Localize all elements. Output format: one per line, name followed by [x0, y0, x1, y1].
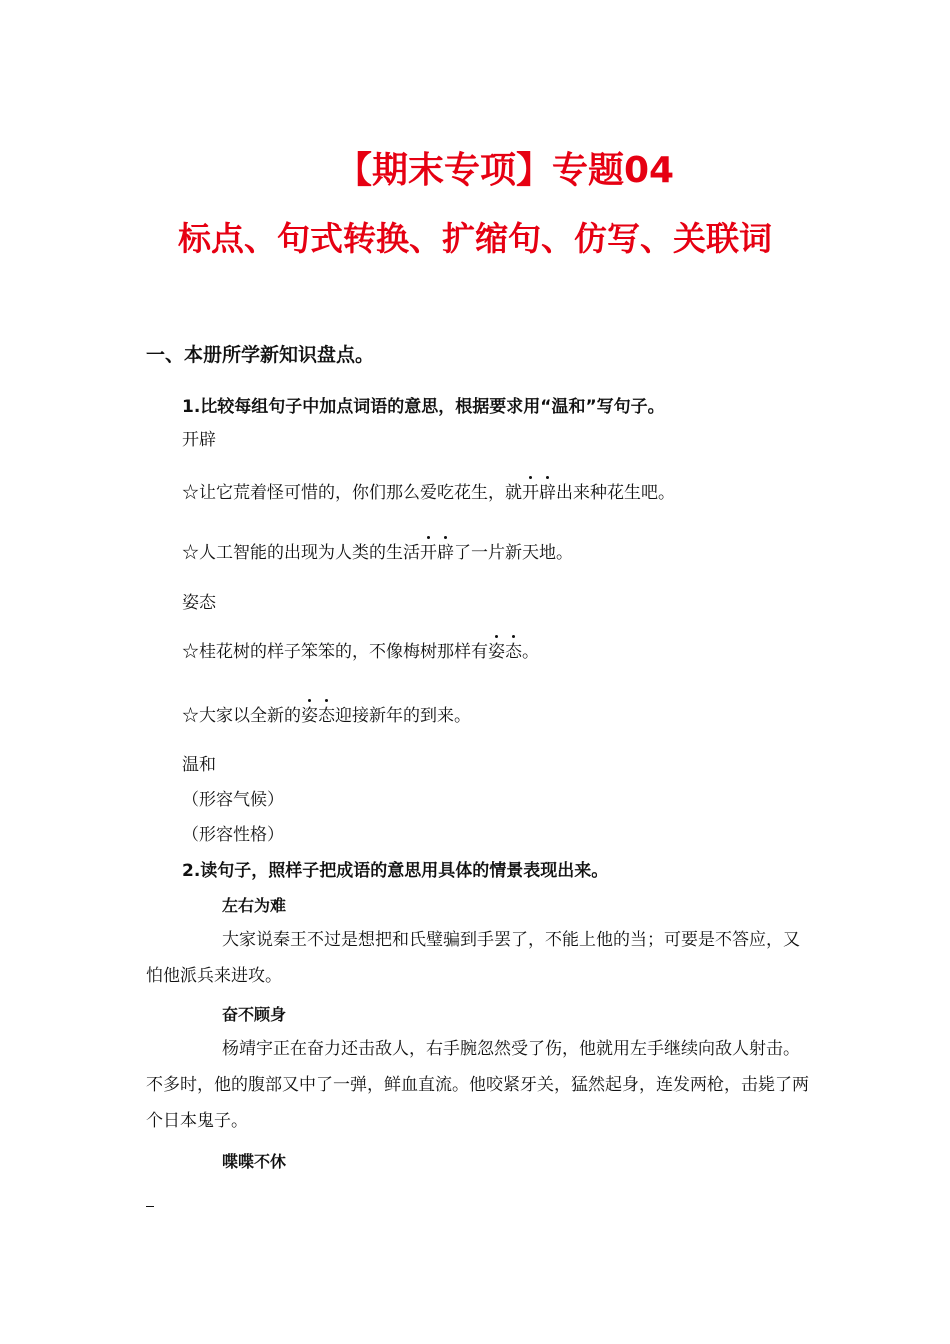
word-wenhe: 温和 — [182, 755, 216, 775]
example-paragraph-2: 杨靖宇正在奋力还击敌人，右手腕忽然受了伤，他就用左手继续向敌人射击。不多时，他的腹部又中了一弹，鲜血直流。他咬紧牙关，猛然起身，连发两枪，击毙了两个日本鬼子。 — [146, 1039, 809, 1131]
answer-blank-climate: （形容气候） — [182, 790, 284, 810]
dotted-word: 开辟 — [522, 483, 556, 503]
dotted-word: 姿态 — [301, 706, 335, 726]
dotted-word: 姿态 — [488, 642, 522, 662]
example-paragraph-1: 大家说秦王不过是想把和氏璧骗到手罢了，不能上他的当；可要是不答应，又怕他派兵来进攻。 — [146, 930, 800, 986]
sentence-1-post: 出来种花生吧。 — [556, 483, 675, 503]
doc-title-line1: 【期末专项】专题04 — [335, 150, 675, 191]
sentence-1-pre: ☆让它荒着怪可惜的，你们那么爱吃花生，就 — [182, 483, 522, 503]
sentence-3-post: 。 — [522, 642, 539, 662]
sentence-2 — [182, 538, 573, 563]
text-cursor — [146, 1206, 154, 1207]
answer-blank-character: （形容性格） — [182, 825, 284, 845]
sentence-3 — [182, 637, 539, 662]
idiom-diediebuxiu: 喋喋不休 — [222, 1152, 287, 1171]
sentence-2-post: 了一片新天地。 — [454, 543, 573, 563]
word-zitai: 姿态 — [182, 593, 216, 613]
sentence-4 — [182, 701, 471, 726]
dotted-word: 开辟 — [420, 543, 454, 563]
question-2-prompt: 2.读句子，照样子把成语的意思用具体的情景表现出来。 — [182, 861, 609, 881]
sentence-2-pre: ☆人工智能的出现为人类的生活 — [182, 543, 420, 563]
doc-title-line2: 标点、句式转换、扩缩句、仿写、关联词 — [178, 219, 772, 258]
sentence-3-pre: ☆桂花树的样子笨笨的，不像梅树那样有 — [182, 642, 488, 662]
word-kaipi: 开辟 — [182, 430, 216, 450]
idiom-fenbugushen: 奋不顾身 — [222, 1005, 287, 1024]
sentence-1 — [182, 478, 675, 503]
section-heading: 一、本册所学新知识盘点。 — [146, 344, 375, 366]
sentence-4-post: 迎接新年的到来。 — [335, 706, 471, 726]
sentence-4-pre: ☆大家以全新的 — [182, 706, 301, 726]
question-1-prompt: 1.比较每组句子中加点词语的意思，根据要求用“温和”写句子。 — [182, 397, 665, 417]
idiom-zuoyouweinan: 左右为难 — [222, 896, 287, 915]
